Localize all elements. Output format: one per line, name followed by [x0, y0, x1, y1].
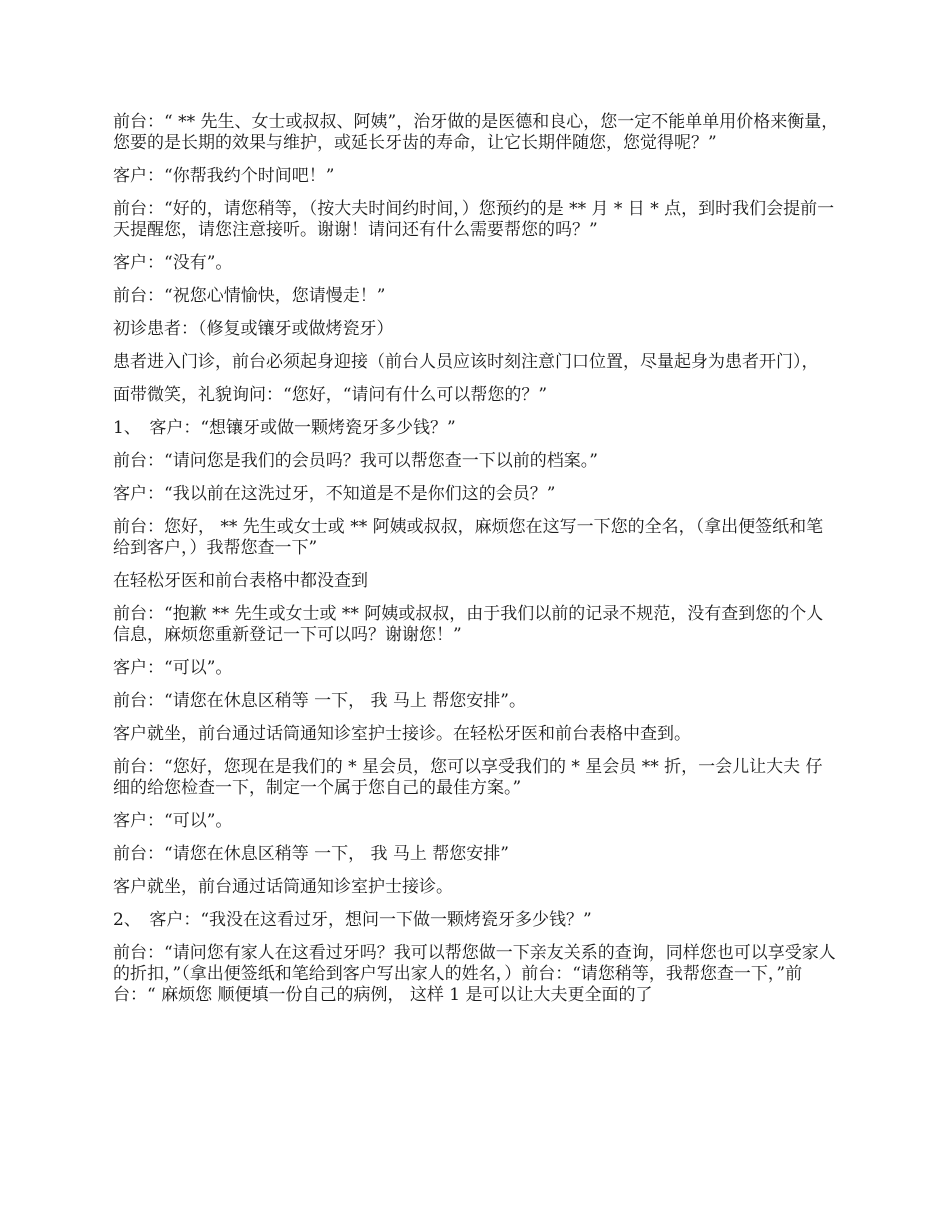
paragraph: 初诊患者：（修复或镶牙或做烤瓷牙） [113, 319, 394, 339]
paragraph: 前台：“好的，请您稍等，（按大夫时间约时间，）您预约的是 ** 月 * 日 * 点，到时我们会提前一天提醒您，请您注意接听。谢谢！请问还有什么需要帮您的吗？” [113, 199, 835, 240]
paragraph: 客户就坐，前台通过话筒通知诊室护士接诊。 [113, 877, 453, 897]
paragraph: 客户：“我以前在这洗过牙，不知道是不是你们这的会员？” [113, 484, 556, 504]
document-page [113, 112, 840, 1018]
paragraph: 在轻松牙医和前台表格中都没查到 [113, 571, 368, 591]
paragraph: 患者进入门诊，前台必须起身迎接（前台人员应该时刻注意门口位置，尽量起身为患者开门）， [113, 352, 819, 372]
paragraph: 前台：“请问您是我们的会员吗？我可以帮您查一下以前的档案。” [113, 451, 598, 471]
paragraph: 客户：“可以”。 [113, 658, 233, 678]
paragraph: 1、 客户：“想镶牙或做一颗烤瓷牙多少钱？” [113, 418, 456, 438]
paragraph: 前台：“您好，您现在是我们的 * 星会员，您可以享受我们的 * 星会员 ** 折，一会儿让大夫 仔 细的给您检查一下，制定一个属于您自己的最佳方案。” [113, 757, 823, 798]
paragraph: 客户：“可以”。 [113, 811, 233, 831]
paragraph: 客户就坐，前台通过话筒通知诊室护士接诊。在轻松牙医和前台表格中查到。 [113, 724, 691, 744]
paragraph: 面带微笑，礼貌询问：“您好，“请问有什么可以帮您的？” [113, 385, 548, 405]
paragraph: 前台：“抱歉 ** 先生或女士或 ** 阿姨或叔叔，由于我们以前的记录不规范，没有查到您的个人信息，麻烦您重新登记一下可以吗？谢谢您！” [113, 604, 824, 645]
paragraph: 前台：“ ** 先生、女士或叔叔、阿姨”，治牙做的是医德和良心，您一定不能单单用价格来衡量，您要的是长期的效果与维护，或延长牙齿的寿命，让它长期伴随您，您觉得呢？” [113, 112, 839, 153]
paragraph: 客户：“你帮我约个时间吧！” [113, 166, 335, 186]
paragraph: 前台：“请您在休息区稍等 一下， 我 马上 帮您安排”。 [113, 691, 526, 711]
paragraph: 前台：您好， ** 先生或女士或 ** 阿姨或叔叔，麻烦您在这写一下您的全名，（拿出便签纸和笔给到客户，）我帮您查一下” [113, 517, 824, 558]
paragraph: 前台：“请您在休息区稍等 一下， 我 马上 帮您安排” [113, 844, 509, 864]
paragraph: 客户：“没有”。 [113, 253, 233, 273]
paragraph: 前台：“祝您心情愉快，您请慢走！” [113, 286, 386, 306]
paragraph: 2、 客户：“我没在这看过牙，想问一下做一颗烤瓷牙多少钱？” [113, 910, 592, 930]
paragraph: 前台：“请问您有家人在这看过牙吗？我可以帮您做一下亲友关系的查询，同样您也可以享受家人的折扣，”（拿出便签纸和笔给到客户写出家人的姓名，）前台：“请您稍等，我帮您查一下，”前台：“ 麻烦您 顺便填一份自己的病例， 这样 1 是可以让大夫更全面的了 [113, 943, 836, 1005]
